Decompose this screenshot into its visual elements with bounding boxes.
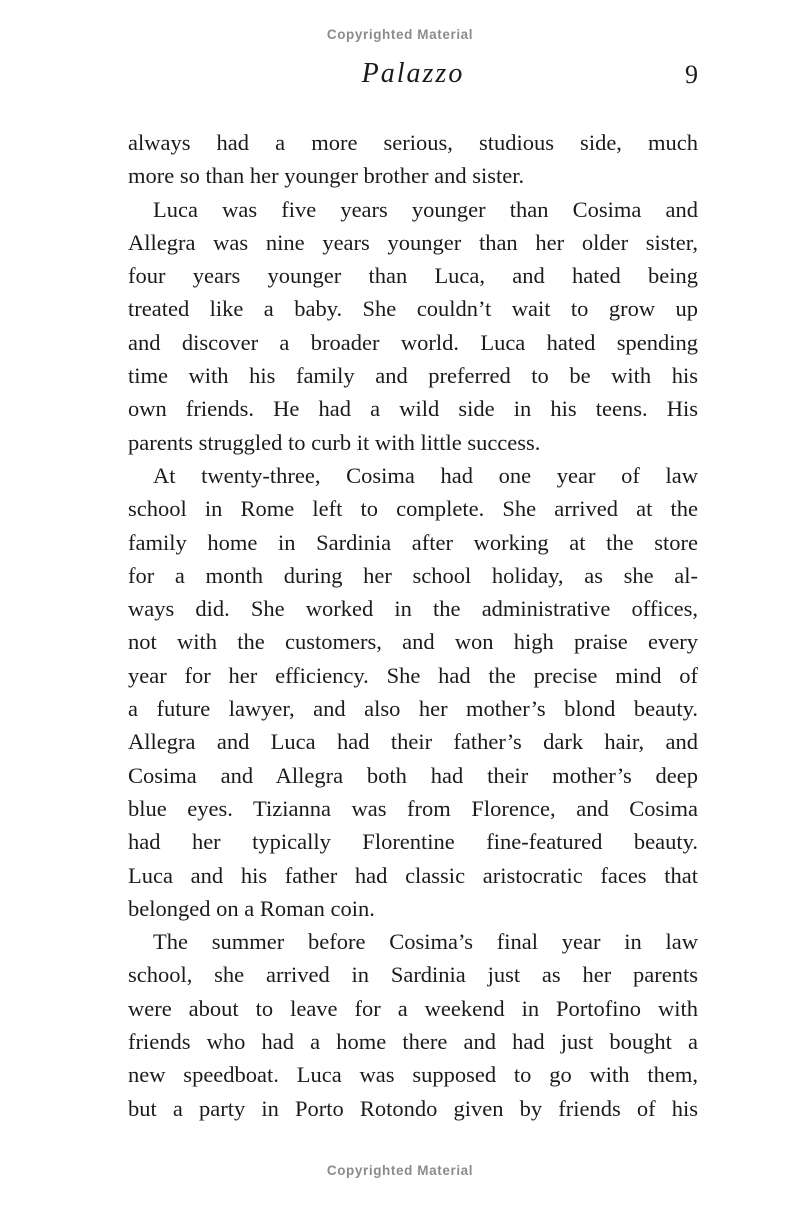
text-line: and discover a broader world. Luca hated spending	[128, 329, 698, 355]
text-line: Luca was five years younger than Cosima and	[153, 196, 698, 222]
text-line: Cosima and Allegra both had their mother’s deep	[128, 762, 698, 788]
page-number: 9	[685, 60, 698, 89]
text-line: year for her efficiency. She had the precise mind of	[128, 662, 698, 688]
text-line: ways did. She worked in the administrative offices,	[128, 596, 698, 622]
copyright-notice-top: Copyrighted Material	[326, 27, 474, 42]
text-line: always had a more serious, studious side, much	[128, 130, 698, 155]
copyright-notice-bottom: Copyrighted Material	[326, 1163, 474, 1178]
text-line: school in Rome left to complete. She arrived at the	[128, 496, 698, 522]
text-line: family home in Sardinia after working at the store	[128, 529, 698, 555]
text-line: The summer before Cosima’s final year in law	[153, 929, 698, 955]
text-line: for a month during her school holiday, as she al-	[128, 562, 698, 588]
running-title: Palazzo	[361, 58, 465, 89]
text-line: belonged on a Roman coin.	[128, 895, 375, 921]
text-line: a future lawyer, and also her mother’s blond beauty.	[128, 696, 698, 722]
body-text	[128, 126, 698, 1125]
text-line: were about to leave for a weekend in Portofino with	[128, 995, 698, 1021]
text-line: time with his family and preferred to be with his	[128, 363, 698, 389]
text-line: blue eyes. Tizianna was from Florence, and Cosima	[128, 795, 698, 821]
running-header	[128, 58, 698, 94]
text-line: Luca and his father had classic aristocratic faces that	[128, 862, 698, 888]
text-line: Allegra was nine years younger than her older sister,	[128, 229, 698, 255]
text-line: had her typically Florentine fine-featured beauty.	[128, 829, 698, 855]
text-line: but a party in Porto Rotondo given by friends of his	[128, 1095, 698, 1121]
text-line: new speedboat. Luca was supposed to go with them,	[128, 1062, 698, 1088]
text-line: parents struggled to curb it with little success.	[128, 429, 541, 455]
text-line: more so than her younger brother and sister.	[128, 163, 525, 189]
text-line: At twenty-three, Cosima had one year of law	[153, 462, 698, 488]
text-line: own friends. He had a wild side in his teens. His	[128, 396, 698, 422]
text-line: friends who had a home there and had just bought a	[128, 1029, 698, 1055]
text-line: school, she arrived in Sardinia just as her parents	[128, 962, 698, 988]
text-line: not with the customers, and won high praise every	[128, 629, 698, 655]
text-line: Allegra and Luca had their father’s dark hair, and	[128, 729, 698, 755]
text-line: four years younger than Luca, and hated being	[128, 263, 698, 289]
text-line: treated like a baby. She couldn’t wait to grow up	[128, 296, 698, 322]
